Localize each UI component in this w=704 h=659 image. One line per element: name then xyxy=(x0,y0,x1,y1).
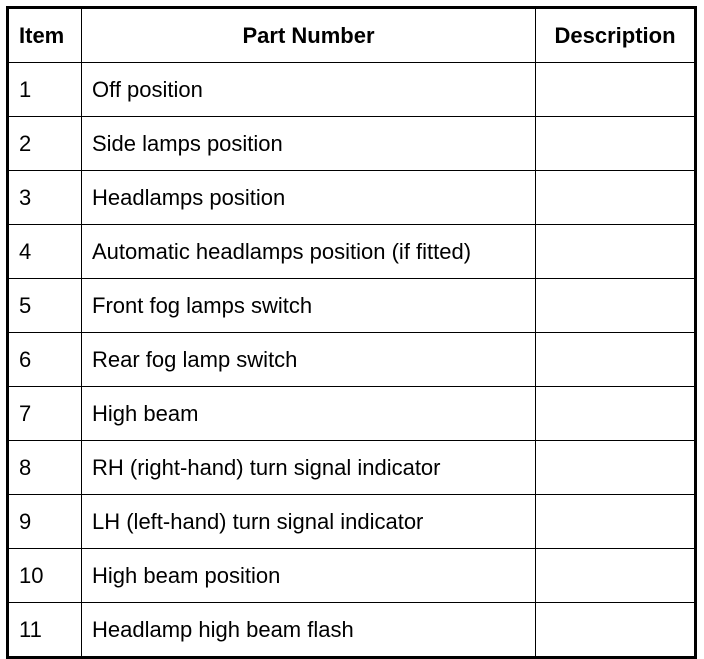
table-body xyxy=(8,63,696,658)
cell-part-number: Automatic headlamps position (if fitted) xyxy=(82,225,536,279)
table-row xyxy=(8,549,696,603)
cell-part-number: Headlamps position xyxy=(82,171,536,225)
cell-part-number: High beam position xyxy=(82,549,536,603)
cell-description xyxy=(536,549,696,603)
cell-description xyxy=(536,279,696,333)
table-row xyxy=(8,495,696,549)
table-row xyxy=(8,441,696,495)
cell-item: 10 xyxy=(8,549,82,603)
cell-part-number: LH (left-hand) turn signal indicator xyxy=(82,495,536,549)
table-row xyxy=(8,63,696,117)
cell-description xyxy=(536,441,696,495)
cell-description xyxy=(536,387,696,441)
cell-item: 7 xyxy=(8,387,82,441)
table-row xyxy=(8,387,696,441)
cell-part-number: Off position xyxy=(82,63,536,117)
cell-item: 3 xyxy=(8,171,82,225)
cell-description xyxy=(536,333,696,387)
cell-item: 8 xyxy=(8,441,82,495)
cell-item: 1 xyxy=(8,63,82,117)
table-header xyxy=(8,8,696,63)
cell-item: 11 xyxy=(8,603,82,658)
cell-part-number: High beam xyxy=(82,387,536,441)
cell-part-number: Headlamp high beam flash xyxy=(82,603,536,658)
cell-description xyxy=(536,603,696,658)
cell-description xyxy=(536,495,696,549)
table-row xyxy=(8,279,696,333)
cell-description xyxy=(536,63,696,117)
header-description: Description xyxy=(536,8,696,63)
cell-part-number: Front fog lamps switch xyxy=(82,279,536,333)
parts-table xyxy=(6,6,697,659)
cell-item: 9 xyxy=(8,495,82,549)
cell-item: 2 xyxy=(8,117,82,171)
table-row xyxy=(8,117,696,171)
table-row xyxy=(8,333,696,387)
cell-description xyxy=(536,225,696,279)
header-item: Item xyxy=(8,8,82,63)
cell-item: 4 xyxy=(8,225,82,279)
cell-item: 6 xyxy=(8,333,82,387)
cell-part-number: Rear fog lamp switch xyxy=(82,333,536,387)
cell-part-number: Side lamps position xyxy=(82,117,536,171)
cell-item: 5 xyxy=(8,279,82,333)
cell-description xyxy=(536,171,696,225)
table-row xyxy=(8,171,696,225)
cell-description xyxy=(536,117,696,171)
header-row xyxy=(8,8,696,63)
cell-part-number: RH (right-hand) turn signal indicator xyxy=(82,441,536,495)
header-part-number: Part Number xyxy=(82,8,536,63)
table-row xyxy=(8,225,696,279)
table-row xyxy=(8,603,696,658)
